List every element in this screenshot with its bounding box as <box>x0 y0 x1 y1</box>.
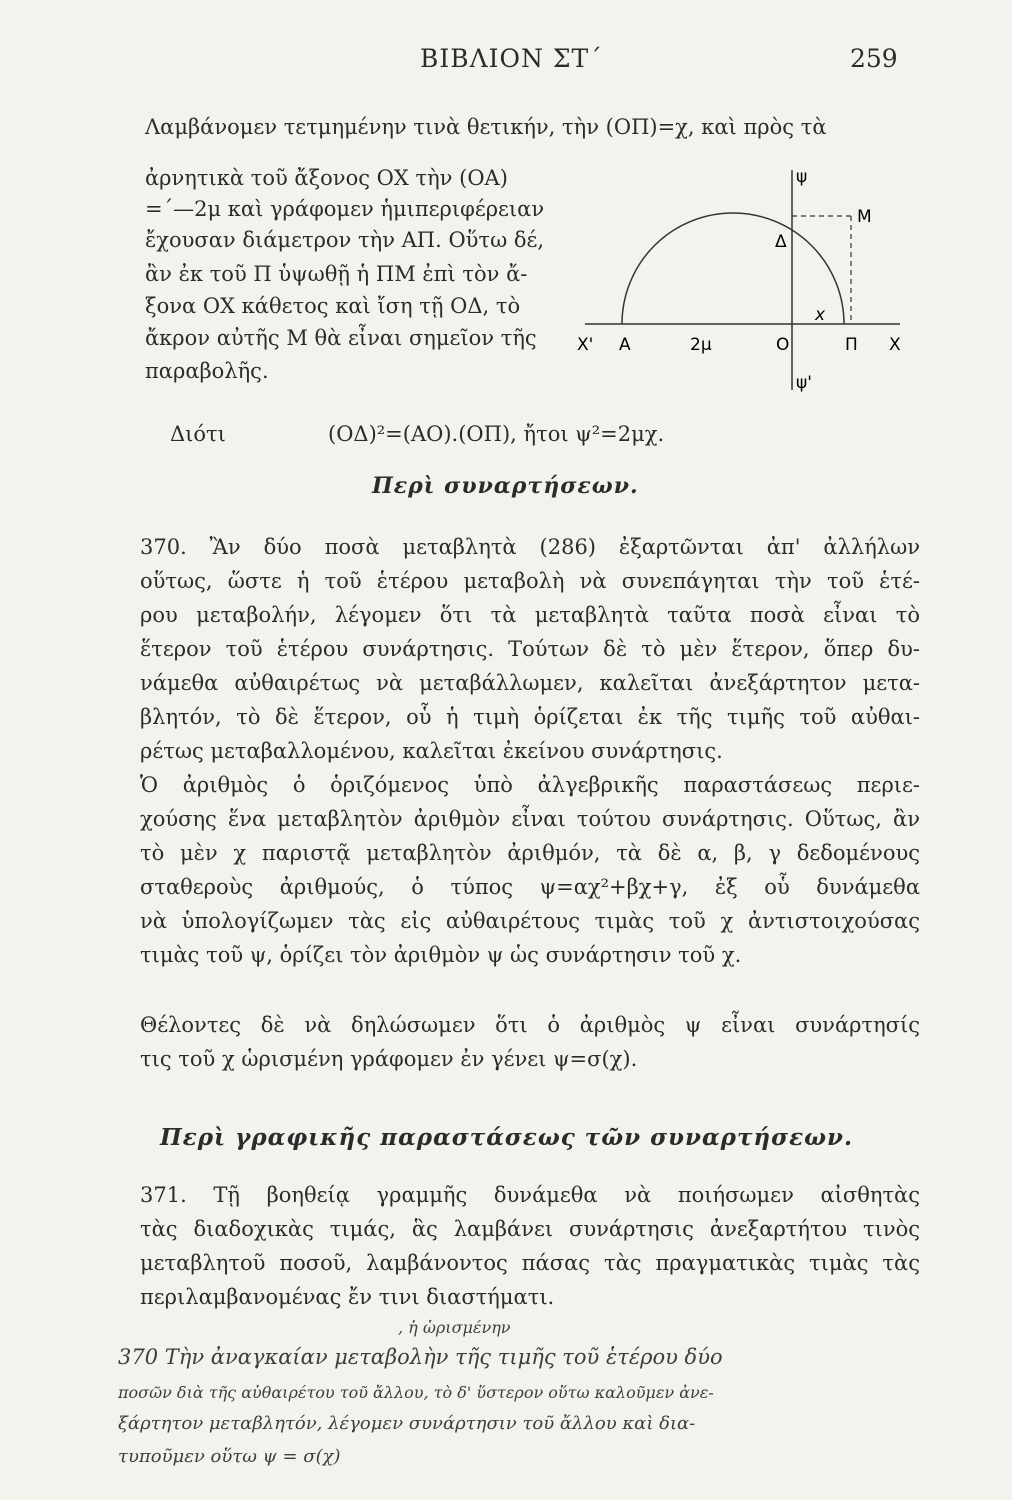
body-line: νὰ ὑπολογίζωμεν τὰς εἰς αὐθαιρέτους τιμὰς τοῦ χ ἀντιστοιχούσας <box>140 909 920 933</box>
section-heading-functions: Περὶ συναρτήσεων. <box>372 473 639 499</box>
body-line: ρου μεταβολήν, λέγομεν ὅτι τὰ μεταβλητὰ ταῦτα ποσὰ εἶναι τὸ <box>140 603 920 627</box>
label-x: x <box>815 305 826 325</box>
body-line: ἕτερον τοῦ ἑτέρου συνάρτησις. Τούτων δὲ τὸ μὲν ἕτερον, ὅπερ δυ- <box>140 637 920 661</box>
body-line: Θέλοντες δὲ νὰ δηλώσωμεν ὅτι ὁ ἀριθμὸς ψ εἶναι συνάρτησίς <box>140 1013 920 1037</box>
body-line: νάμεθα αὐθαιρέτως νὰ μεταβάλλωμεν, καλεῖται ἀνεξάρτητον μετα- <box>140 671 920 695</box>
label-x-right: Χ <box>889 335 901 355</box>
intro-wrapped-line: ἔχουσαν διάμετρον τὴν ΑΠ. Οὕτω δέ, <box>145 228 545 252</box>
handwritten-insert: , ἡ ὡρισμένην <box>398 1318 511 1337</box>
body-line: ρέτως μεταβαλλομένου, καλεῖται ἐκείνου συνάρτησις. <box>140 739 723 763</box>
label-two-mu: 2μ <box>690 335 712 355</box>
body-line: περιλαμβανομένας ἔν τινι διαστήματι. <box>140 1285 555 1309</box>
intro-wrapped-line: ἄκρον αὐτῆς Μ θὰ εἶναι σημεῖον τῆς <box>145 326 537 350</box>
body-line: μεταβλητοῦ ποσοῦ, λαμβάνοντος πάσας τὰς πραγματικὰς τιμὰς τὰς <box>140 1251 920 1275</box>
handwritten-note-line: ποσῶν διὰ τῆς αὐθαιρέτου τοῦ ἄλλου, τὸ δ' ὕστερον οὕτω καλοῦμεν ἀνε- <box>118 1383 714 1402</box>
body-line: βλητόν, τὸ δὲ ἕτερον, οὗ ἡ τιμὴ ὁρίζεται ἐκ τῆς τιμῆς τοῦ αὐθαι- <box>140 705 920 729</box>
label-o: Ο <box>776 335 790 355</box>
intro-wrapped-line: ἀρνητικὰ τοῦ ἄξονος ΟΧ τὴν (ΟΑ) <box>145 166 508 190</box>
parabola-figure <box>575 160 915 400</box>
body-line: χούσης ἕνα μεταβλητὸν ἀριθμὸν εἶναι τούτου συνάρτησις. Οὕτως, ἂν <box>140 807 920 831</box>
running-head <box>0 44 1012 84</box>
parabola-formula: (ΟΔ)²=(ΑΟ).(ΟΠ), ἤτοι ψ²=2μχ. <box>328 422 665 446</box>
body-line: 371. Τῇ βοηθείᾳ γραμμῆς δυνάμεθα νὰ ποιήσωμεν αἰσθητὰς <box>140 1183 920 1207</box>
body-line: τὰς διαδοχικὰς τιμάς, ἃς λαμβάνει συνάρτησις ἀνεξαρτήτου τινὸς <box>140 1217 920 1241</box>
label-d: Δ <box>775 232 787 252</box>
semicircle <box>622 213 844 324</box>
label-a: Α <box>619 335 631 355</box>
handwritten-note-line: τυποῦμεν οὕτω ψ = σ(χ) <box>118 1446 341 1467</box>
label-x-left: Χ' <box>577 335 594 355</box>
because-word: Διότι <box>170 422 226 446</box>
body-line: σταθεροὺς ἀριθμούς, ὁ τύπος ψ=αχ²+βχ+γ, ἐξ οὗ δυνάμεθα <box>140 875 920 899</box>
body-line: τὸ μὲν χ παριστᾷ μεταβλητὸν ἀριθμόν, τὰ δὲ α, β, γ δεδομένους <box>140 841 920 865</box>
handwritten-note-line: 370 Τὴν ἀναγκαίαν μεταβολὴν τῆς τιμῆς τοῦ ἑτέρου δύο <box>118 1345 723 1369</box>
body-line: τιμὰς τοῦ ψ, ὁρίζει τὸν ἀριθμὸν ψ ὡς συνάρτησιν τοῦ χ. <box>140 943 742 967</box>
label-psi-top: ψ <box>796 167 808 187</box>
page-number: 259 <box>850 44 898 73</box>
running-title: ΒΙΒΛΙΟΝ ΣΤ΄ <box>420 44 603 73</box>
handwritten-note-line: ξάρτητον μεταβλητόν, λέγομεν συνάρτησιν τοῦ ἄλλου καὶ δια- <box>118 1413 696 1434</box>
label-psi-bottom: ψ' <box>796 373 812 393</box>
intro-wrapped-line: ἂν ἐκ τοῦ Π ὑψωθῇ ἡ ΠΜ ἐπὶ τὸν ἄ- <box>145 262 528 286</box>
body-line: τις τοῦ χ ὡρισμένη γράφομεν ἐν γένει ψ=σ(χ). <box>140 1047 638 1071</box>
body-line: 370. Ἂν δύο ποσὰ μεταβλητὰ (286) ἐξαρτῶνται ἀπ' ἀλλήλων <box>140 535 920 559</box>
intro-first-line: Λαμβάνομεν τετμημένην τινὰ θετικήν, τὴν (ΟΠ)=χ, καὶ πρὸς τὰ <box>145 115 827 139</box>
intro-wrapped-line: =΄—2μ καὶ γράφομεν ἡμιπεριφέρειαν <box>145 197 545 221</box>
intro-wrapped-line: ξονα ΟΧ κάθετος καὶ ἴση τῇ ΟΔ, τὸ <box>145 294 521 318</box>
body-line: οὕτως, ὥστε ἡ τοῦ ἑτέρου μεταβολὴ νὰ συνεπάγηται τὴν τοῦ ἑτέ- <box>140 569 920 593</box>
label-p: Π <box>845 335 858 355</box>
label-m: Μ <box>857 207 872 227</box>
intro-wrapped-line: παραβολῆς. <box>145 359 269 383</box>
body-line: Ὁ ἀριθμὸς ὁ ὁριζόμενος ὑπὸ ἀλγεβρικῆς παραστάσεως περιε- <box>140 773 920 797</box>
section-heading-graphs: Περὶ γραφικῆς παραστάσεως τῶν συναρτήσεων. <box>160 1124 853 1151</box>
